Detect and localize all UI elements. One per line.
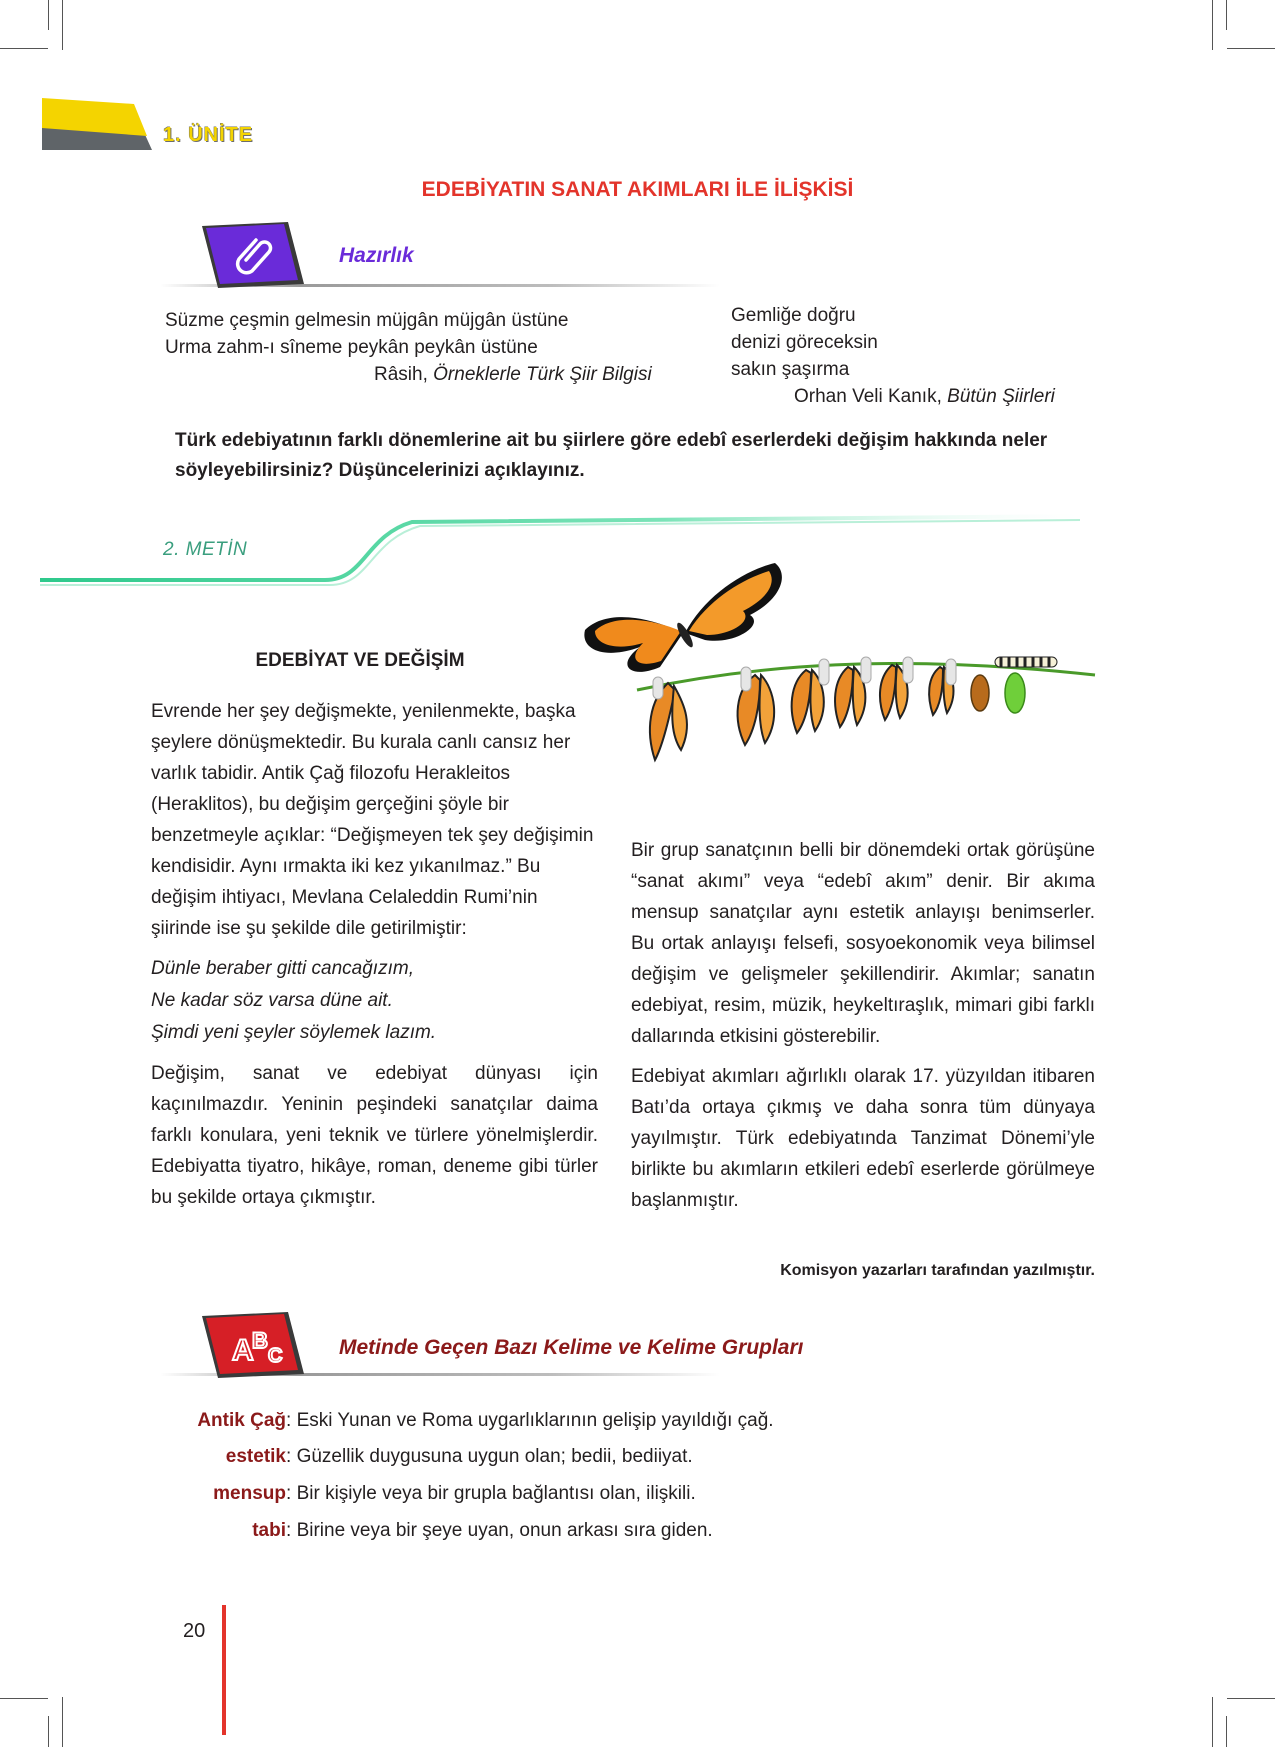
crop-mark — [0, 1698, 48, 1699]
caterpillar — [995, 657, 1057, 667]
crop-mark — [0, 48, 48, 49]
svg-text:B: B — [252, 1328, 268, 1353]
text-right-column — [631, 835, 1095, 1225]
paperclip-icon — [232, 230, 276, 278]
glossary-item: estetik: Güzellik duygusuna uygun olan; bedii, bediiyat. — [120, 1446, 693, 1474]
poem-attribution — [731, 383, 1055, 410]
poem-rasih — [165, 307, 652, 388]
text-left-column — [151, 696, 598, 1222]
verse-line: Dünle beraber gitti cancağızım, — [151, 958, 414, 979]
chrysalis — [971, 675, 989, 711]
verse-line: Ne kadar söz varsa düne ait. — [151, 990, 393, 1011]
verse — [151, 953, 598, 1049]
poem-attribution — [165, 361, 652, 388]
paragraph: Evrende her şey değişmekte, yenilenmekte, başka şeylere dönüşmektedir. Bu kurala canlı cansız her varlık tabidir. Antik Çağ filozofu Herakleitos (Heraklitos), bu değişim gerçeğini şöyle bir benzetmeyle açıklar: “Değişmeyen tek şey değişimin kendisidir. Aynı ırmakta iki kez yıkanılmaz.” Bu değişim ihtiyacı, Mevlana Celaleddin Rumi’nin şiirinde ise şu şekilde dile getirilmiştir: — [151, 701, 594, 939]
crop-mark — [1226, 1716, 1227, 1747]
glossary-item: Antik Çağ: Eski Yunan ve Roma uygarlıklarının gelişip yayıldığı çağ. — [120, 1410, 774, 1438]
chrysalis — [1005, 673, 1025, 713]
glossary-definition: Güzellik duygusuna uygun olan; bedii, bediiyat. — [296, 1446, 693, 1467]
crop-mark — [48, 1716, 49, 1747]
glossary-term: mensup — [213, 1483, 286, 1504]
unit-tab-graphic — [42, 98, 152, 150]
crop-mark — [1227, 1698, 1275, 1699]
poem-line: Urma zahm-ı sîneme peykân peykân üstüne — [165, 337, 538, 358]
glossary-definition: Birine veya bir şeye uyan, onun arkası sıra giden. — [296, 1520, 713, 1541]
abc-icon — [228, 1322, 288, 1368]
page-number: 20 — [183, 1620, 206, 1642]
crop-mark — [62, 0, 63, 50]
poem-author: Râsih, — [374, 364, 428, 385]
paragraph: Değişim, sanat ve edebiyat dünyası için kaçınılmazdır. Yeninin peşindeki sanatçılar daima farklı konulara, yeni teknik ve türlere yönelmişlerdir. Edebiyatta tiyatro, hikâye, roman, deneme gibi türler bu şekilde ortaya çıkmıştır. — [151, 1063, 598, 1208]
poem-orhan-veli — [731, 302, 1055, 410]
paragraph: Bir grup sanatçının belli bir dönemdeki ortak görüşüne “sanat akımı” veya “edebî akım” denir. Bir akıma mensup sanatçılar aynı estetik anlayışı benimserler. Bu ortak anlayışı felsefi, sosyoekonomik veya bilimsel değişim ve gelişmeler şekillendirir. Akımlar; sanatın edebiyat, resim, müzik, heykeltıraşlık, mimari gibi farklı dallarında etkisini gösterebilir. — [631, 840, 1095, 1047]
paragraph: Edebiyat akımları ağırlıklı olarak 17. yüzyıldan itibaren Batı’da ortaya çıkmış ve daha sonra tüm dünyaya yayılmıştır. Türk edebiyatında Tanzimat Dönemi’yle birlikte bu akımların etkileri edebî eserlerde görülmeye başlanmıştır. — [631, 1066, 1095, 1211]
verse-line: Şimdi yeni şeyler söylemek lazım. — [151, 1022, 437, 1043]
glossary-item: tabi: Birine veya bir şeye uyan, onun arkası sıra giden. — [120, 1520, 713, 1548]
glossary-term: tabi — [252, 1520, 286, 1541]
preparation-title: Hazırlık — [339, 244, 414, 267]
glossary-term: Antik Çağ — [197, 1410, 286, 1431]
page-number-bar — [222, 1605, 226, 1735]
glossary-definition: Eski Yunan ve Roma uygarlıklarının gelişip yayıldığı çağ. — [296, 1410, 774, 1431]
crop-mark — [1226, 0, 1227, 30]
poem-author: Orhan Veli Kanık, — [794, 386, 942, 407]
poem-line: sakın şaşırma — [731, 359, 850, 380]
glossary-definition: Bir kişiyle veya bir grupla bağlantısı olan, ilişkili. — [296, 1483, 696, 1504]
author-note: Komisyon yazarları tarafından yazılmıştır. — [780, 1262, 1095, 1279]
poem-line: Süzme çeşmin gelmesin müjgân müjgân üstüne — [165, 310, 569, 331]
glossary-title: Metinde Geçen Bazı Kelime ve Kelime Grupları — [339, 1336, 804, 1359]
text-title: EDEBİYAT VE DEĞİŞİM — [255, 650, 465, 671]
poem-source: Örneklerle Türk Şiir Bilgisi — [433, 364, 652, 385]
crop-mark — [1212, 0, 1213, 50]
svg-text:C: C — [268, 1345, 283, 1367]
svg-text:A: A — [232, 1334, 254, 1367]
crop-mark — [1227, 48, 1275, 49]
page-title: EDEBİYATIN SANAT AKIMLARI İLE İLİŞKİSİ — [421, 178, 854, 201]
crop-mark — [62, 1697, 63, 1747]
crop-mark — [48, 0, 49, 30]
poem-source: Bütün Şiirleri — [947, 386, 1055, 407]
metin-label: 2. METİN — [163, 539, 248, 560]
glossary-term: estetik — [225, 1446, 286, 1467]
poem-line: denizi göreceksin — [731, 332, 878, 353]
crop-mark — [1212, 1697, 1213, 1747]
unit-label: 1. ÜNİTE — [163, 124, 254, 146]
butterfly-metamorphosis-illustration — [575, 555, 1100, 785]
preparation-question: Türk edebiyatının farklı dönemlerine ait bu şiirlere göre edebî eserlerdeki değişim hakkında neler söyleyebilirsiniz? Düşüncelerinizi açıklayınız. — [175, 430, 1048, 481]
glossary-item: mensup: Bir kişiyle veya bir grupla bağlantısı olan, ilişkili. — [120, 1483, 696, 1511]
poem-line: Gemliğe doğru — [731, 305, 856, 326]
